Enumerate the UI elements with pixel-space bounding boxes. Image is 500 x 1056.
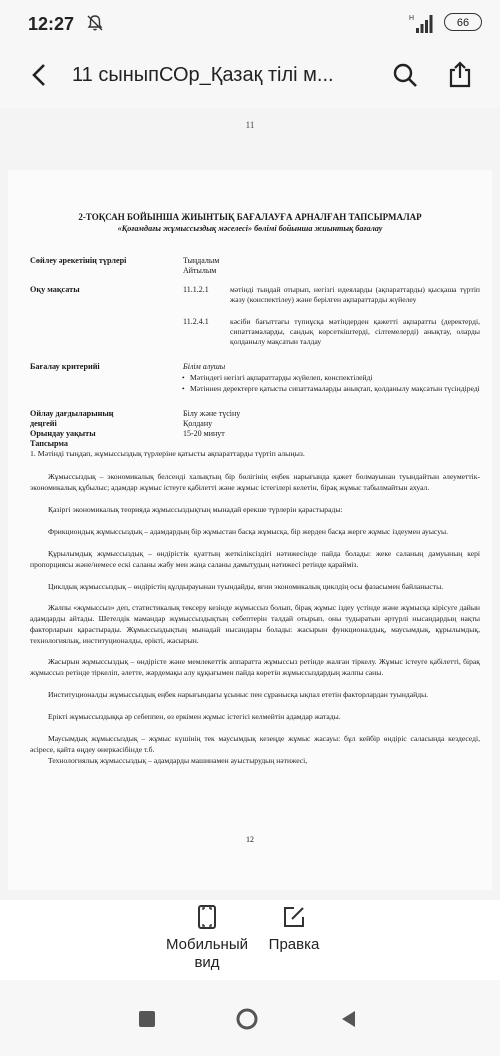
goal-code: 11.1.2.1 [183, 285, 209, 294]
page-number-top: 11 [245, 120, 255, 130]
bottom-action-bar [0, 900, 500, 980]
speech-types-label: Сөйлеу әрекетінің түрлері [30, 256, 127, 265]
document-viewer[interactable] [0, 108, 500, 900]
criteria-head: Білім алушы [183, 362, 226, 371]
system-navigation-bar [0, 980, 500, 1056]
battery-indicator: 66 [444, 13, 482, 31]
thinking-label-cont: деңгейі [30, 419, 57, 428]
goal-text: кәсіби бағыттағы түпнұсқа мәтіндерден қажетті ақпаратты (деректерді, сипаттамаларды, сандық көрсеткіштерді, сілтемелерді) анықтау, оларды қолданылу мақсатын талдау [230, 317, 480, 346]
mobile-view-label: Мобильный [166, 936, 248, 953]
doc-heading: 2-ТОҚСАН БОЙЫНША ЖИЫНТЫҚ БАҒАЛАУҒА АРНАЛҒАН ТАПСЫРМАЛАР [78, 212, 422, 222]
paragraph: Жұмыссыздық – экономикалық белсенді халықтың бір бөлігінің еңбек нарығында қажет болмауынан туындайтын әлеуметтік-экономикалық құбылыс; адамдар жұмыс істеуге қабілетті және жұмыс істегілері келетін, бірақ жұмыс табылмайтын ахуал. [30, 472, 480, 492]
speech-type: Айтылым [183, 266, 217, 275]
edit-label: Правка [268, 936, 320, 953]
notifications-off-icon [86, 14, 104, 32]
thinking-level: Қолдану [183, 419, 213, 428]
edit-button[interactable] [239, 904, 349, 954]
paragraph: Жасырын жұмыссыздық – өндірісте және мемлекеттік аппаратта жұмыссыз ретінде жалған тіркелу. Жұмыс істеуге қабілетті, бірақ жұмыссыз ретінде тіркеліп, әлетте, жәрдемақы алу құқығымен пайда көретін жұмыссыздардың жалпы саны. [30, 657, 480, 677]
back-triangle-icon[interactable] [340, 1010, 358, 1028]
status-bar [0, 0, 500, 44]
doc-subheading: «Қоғамдағы жұмыссыздық мәселесі» бөлімі бойынша жиынтық бағалау [117, 224, 383, 233]
search-icon[interactable] [392, 62, 418, 88]
share-icon[interactable] [448, 60, 472, 88]
time-label: Орындау уақыты [30, 429, 96, 438]
recents-square-icon[interactable] [138, 1010, 156, 1028]
back-arrow-icon[interactable] [28, 62, 52, 88]
paragraph: Циклдық жұмыссыздық – өндірістің құлдырауынан туындайды, яғни экономикалық циклдің осы фазасымен байланысты. [48, 582, 444, 591]
task-label: Тапсырма [30, 439, 69, 448]
thinking-level: Білу және түсіну [183, 409, 241, 418]
network-type: H [409, 15, 415, 22]
paragraph: Жалпы «жұмыссыз» деп, статистикалық тексеру кезінде жұмыссыз болып, бірақ жұмыс іздеу үстінде және жұмысқа кірісуге дайын адамдарды айтады. Шетелдік мамандар жұмыссыздықтың себептерін талдай отырып, оны тудыратын әртүрлі нысандардың нақты факторларын қарастырады. Жұмыссыздықтың мынадай нысандары болады: жасырын функционалдық, маусымдық, құрылымдық, технологиялық, институционалды, ерікті, жасырын. [30, 603, 480, 645]
paragraph: Қазіргі экономикалық теорияда жұмыссыздықтың мынадай ерекше түрлерін қарастырады: [48, 505, 343, 514]
paragraph: Технологиялық жұмыссыздық – адамдарды машинамен ауыстырудың нәтижесі, [48, 756, 308, 765]
task-instruction: 1. Мәтінді тыңдап, жұмыссыздық түрлеріне қатысты ақпараттарды түртіп алыңыз. [30, 449, 305, 458]
criteria-item: • Мәтіннен деректерге қатысты сипаттамаларды анықтап, қолданылу мақсатын түсіндіреді [190, 384, 480, 394]
page-number-bottom: 12 [246, 835, 254, 844]
criteria-item: • Мәтіндегі негізгі ақпараттарды жүйелеп, конспектілейді [190, 373, 480, 383]
edit-icon [281, 904, 307, 930]
paragraph: Ерікті жұмыссыздыққа әр себеппен, өз еркімен жұмыс істегісі келмейтін адамдар жатады. [48, 712, 341, 721]
paragraph: Фрикциондық жұмыссыздық – адамдардың бір жұмыстан басқа жұмысқа, бір жерден басқа жерге жұмыс іздеумен ауысуы. [48, 527, 449, 536]
thinking-label: Ойлау дағдыларының [30, 409, 114, 418]
goal-code: 11.2.4.1 [183, 317, 209, 326]
signal-icon [408, 12, 436, 34]
mobile-view-label-cont: вид [194, 954, 220, 971]
learning-goal-label: Оқу мақсаты [30, 285, 80, 294]
goal-text: мәтінді тыңдай отырып, негізгі идеяларды (ақпараттарды) қысқаша түртіп жазу (конспектілеу) және берілген ақпараттарды жүйелеу [230, 285, 480, 304]
speech-type: Тыңдалым [183, 256, 220, 265]
paragraph: Институционалды жұмыссыздық еңбек нарығындағы ұсыныс пен сұранысқа ықпал ететін факторлардан туындайды. [48, 690, 429, 699]
criteria-label: Бағалау критерийі [30, 362, 100, 371]
tablet-icon [194, 904, 220, 930]
paragraph: Құрылымдық жұмыссыздық – өндірістік қуаттың жеткіліксіздігі нәтижесінде пайда болады: жеке саланың дамуының кері пропорциясы және/немесе ескі саланы жабу мен жаңа саланы дамытудың нәтижесі ретінде қарайміз. [30, 549, 480, 569]
paragraph: Маусымдық жұмыссыздық – жұмыс күшінің тек маусымдық кезеңде жұмыс жасауы: бұл кейбір өндіріс саласында кездеседі, әсіресе, қайта өңдеу өнеркәсібінде т.б. [30, 734, 480, 754]
document-page [8, 170, 492, 890]
clock: 12:27 [28, 14, 75, 34]
home-circle-icon[interactable] [236, 1008, 258, 1030]
app-bar [0, 44, 500, 108]
time-value: 15-20 минут [183, 429, 225, 438]
document-title: 11 сыныпСОр_Қазақ тілі м... [72, 64, 334, 86]
